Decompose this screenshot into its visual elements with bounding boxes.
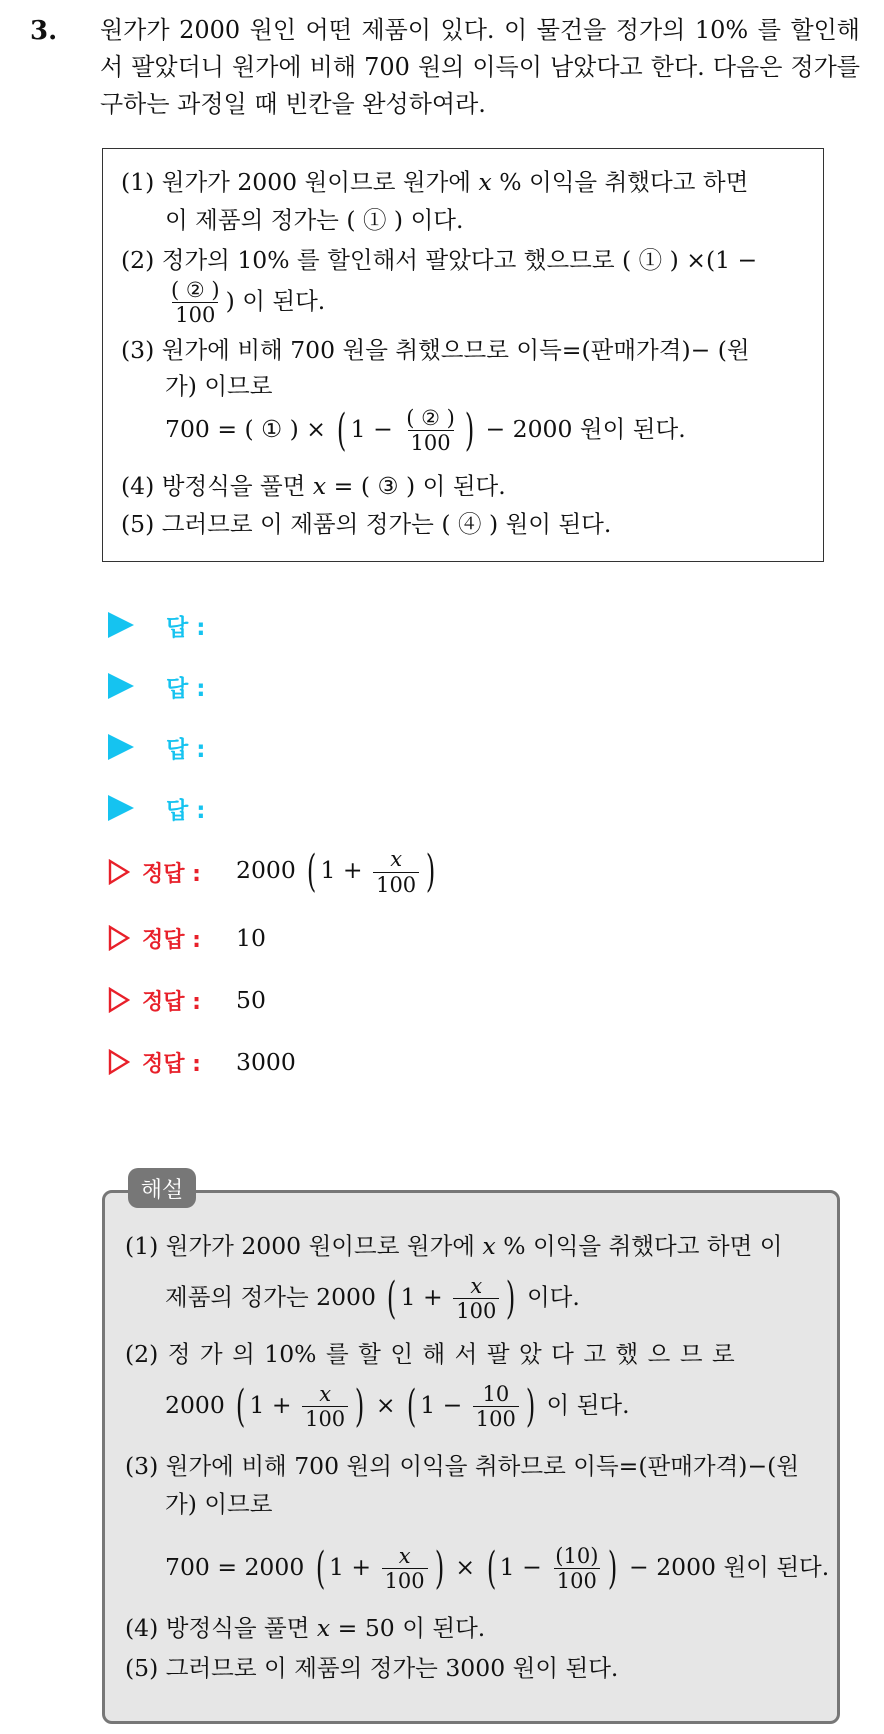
answer-label: 답 : [166, 797, 206, 824]
box-line-9: (5) 그러므로 이 제품의 정가는 ( ④ ) 원이 된다. [121, 510, 612, 538]
box-line-8: (4) 방정식을 풀면 x = ( ③ ) 이 된다. [121, 472, 506, 500]
outline-triangle-icon [108, 987, 130, 1013]
outline-triangle-icon [108, 925, 130, 951]
play-icon [108, 734, 134, 760]
exp-line-1: (1) 원가가 2000 원이므로 원가에 x % 이익을 취했다고 하면 이 [125, 1232, 783, 1260]
box-line-3: (2) 정가의 10% 를 할인해서 팔았다고 했으므로 ( ① ) ×(1 − [121, 246, 758, 274]
box-line-7: 700 = ( ① ) × ( 1 − $\frac{\text{( ② )}}{100}$ ) − 2000 원이 된다. [165, 404, 686, 456]
solution-line-3 [108, 978, 266, 1022]
exp-line-6: 가) 이므로 [165, 1490, 273, 1518]
box-line-2: 이 제품의 정가는 ( ① ) 이다. [165, 206, 464, 234]
answer-label: 답 : [166, 614, 206, 641]
play-icon [108, 795, 134, 821]
solution-line-2 [108, 916, 266, 960]
solution-value-4: 3000 [236, 1048, 296, 1076]
solution-value-3: 50 [236, 986, 266, 1014]
exp-line-2: 제품의 정가는 2000 ( 1 + $\frac{x}{100}$ ) 이다. [165, 1272, 580, 1324]
exp-line-5: (3) 원가에 비해 700 원의 이익을 취하므로 이득=(판매가격)−(원 [125, 1452, 800, 1480]
correct-label: 정답 : [142, 989, 201, 1015]
correct-label: 정답 : [142, 1051, 201, 1077]
exp-line-9: (5) 그러므로 이 제품의 정가는 3000 원이 된다. [125, 1654, 619, 1682]
outline-triangle-icon [108, 1049, 130, 1075]
answer-line-3[interactable] [108, 729, 205, 765]
solution-line-1 [108, 846, 439, 897]
answer-line-4[interactable] [108, 790, 205, 826]
correct-label: 정답 : [142, 861, 201, 887]
exp-line-8: (4) 방정식을 풀면 x = 50 이 된다. [125, 1614, 486, 1642]
correct-label: 정답 : [142, 927, 201, 953]
question-number: 3. [30, 16, 58, 46]
answer-label: 답 : [166, 675, 206, 702]
explanation-box [102, 1190, 840, 1724]
box-line-4: $\frac{\text{( ② )}}{100}$ ) 이 된다. [171, 278, 326, 328]
outline-triangle-icon [108, 859, 130, 885]
exp-line-7: 700 = 2000 ( 1 + $\frac{x}{100}$ ) × ( 1 − $\frac{(10)}{100}$ ) − 2000 원이 된다. [165, 1542, 830, 1594]
explanation-tag: 해설 [128, 1168, 196, 1208]
solution-value-1: 2000 ( 1 + $\frac{x}{100}$ ) [236, 846, 436, 897]
box-line-5: (3) 원가에 비해 700 원을 취했으므로 이득=(판매가격)− (원 [121, 336, 750, 364]
solution-value-2: 10 [236, 924, 266, 952]
answer-line-2[interactable] [108, 668, 205, 704]
process-box [102, 148, 824, 562]
box-line-6: 가) 이므로 [165, 372, 273, 400]
solution-line-4 [108, 1040, 296, 1084]
play-icon [108, 673, 134, 699]
question-text: 원가가 2000 원인 어떤 제품이 있다. 이 물건을 정가의 10% 를 할인해서 팔았더니 원가에 비해 700 원의 이득이 남았다고 한다. 다음은 정가를 구하는 과정일 때 빈칸을 완성하여라. [100, 16, 860, 118]
answer-label: 답 : [166, 736, 206, 763]
exp-line-3: (2) 정 가 의 10% 를 할 인 해 서 팔 았 다 고 했 으 므 로 [125, 1340, 735, 1368]
answer-line-1[interactable] [108, 607, 205, 643]
box-line-1: (1) 원가가 2000 원이므로 원가에 x % 이익을 취했다고 하면 [121, 168, 749, 196]
exp-line-4: 2000 ( 1 + $\frac{x}{100}$ ) × ( 1 − $\frac{10}{100}$ ) 이 된다. [165, 1380, 630, 1432]
play-icon [108, 612, 134, 638]
